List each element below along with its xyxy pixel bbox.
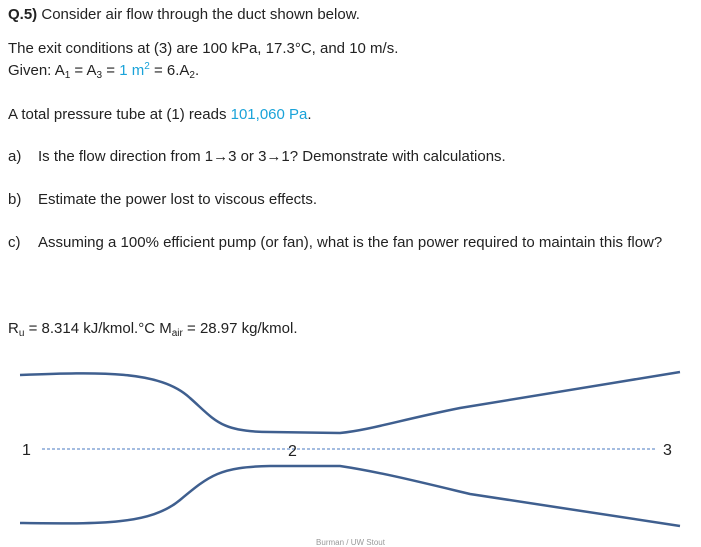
pressure-tube-statement [8, 106, 312, 124]
given-eq-1: = A [70, 62, 97, 79]
given-end: . [194, 62, 200, 79]
station-3-label: 3 [663, 442, 672, 459]
question-intro: Consider air flow through the duct shown below. [41, 6, 360, 23]
given-prefix: Given: A [8, 62, 65, 79]
duct-diagram [0, 355, 701, 547]
constants-line [8, 320, 298, 338]
station-2-label: 2 [288, 443, 297, 460]
item-a-letter: a) [8, 148, 22, 165]
item-a-text: Is the flow direction from 1→3 or 3→1? Demonstrate with calculations. [38, 148, 506, 165]
pressure-end: . [307, 106, 312, 123]
duct-top-wall [20, 372, 680, 433]
given-area-value [119, 62, 150, 79]
m-sub: air [171, 328, 183, 339]
pressure-value: 101,060 Pa [230, 106, 308, 123]
exit-conditions: The exit conditions at (3) are 100 kPa, 17.3°C, and 10 m/s. [8, 40, 399, 57]
given-sub-1: 1 [64, 70, 71, 81]
question-number: Q.5) [8, 6, 38, 23]
r-value: = 8.314 kJ/kmol.°C M [24, 320, 172, 337]
station-1-label: 1 [22, 442, 31, 459]
given-sub-3: 3 [96, 70, 103, 81]
given-eq-2: = [102, 62, 120, 79]
given-sub-2: 2 [189, 70, 195, 81]
r-sub: u [18, 328, 25, 339]
credit-text: Burman / UW Stout [316, 538, 385, 547]
pressure-prefix: A total pressure tube at (1) reads [8, 106, 231, 123]
area-value-text: 1 m [119, 62, 145, 79]
r-prefix: R [8, 320, 19, 337]
area-exponent: 2 [144, 61, 150, 72]
item-b-letter: b) [8, 191, 22, 208]
m-value: = 28.97 kg/kmol. [182, 320, 298, 337]
item-c-text: Assuming a 100% efficient pump (or fan), what is the fan power required to maintain this flow? [38, 234, 663, 251]
duct-bottom-wall [20, 466, 680, 526]
item-c-letter: c) [8, 234, 21, 251]
item-b-text: Estimate the power lost to viscous effects. [38, 191, 318, 208]
given-eq-3: = 6.A [149, 62, 190, 79]
given-statement [8, 62, 199, 80]
question-header [8, 6, 360, 24]
